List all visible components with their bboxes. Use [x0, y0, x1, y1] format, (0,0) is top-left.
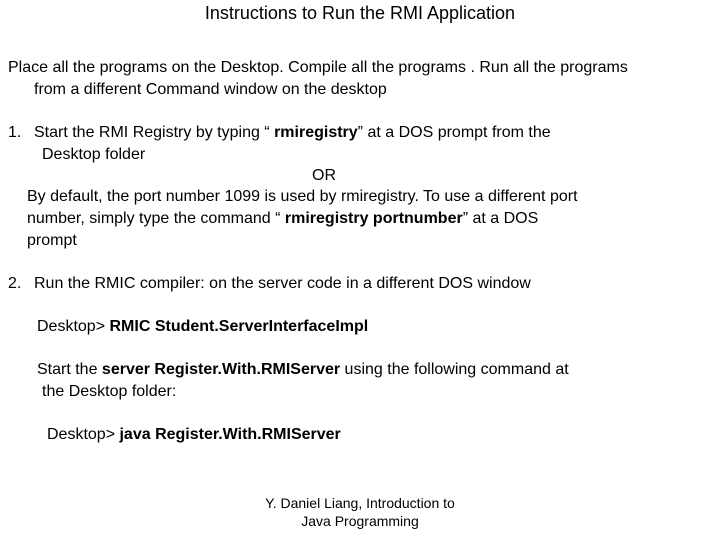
alt-line-2	[27, 209, 538, 229]
rmic-command-line	[37, 317, 368, 337]
start-server-name: server Register.With.RMIServer	[101, 361, 341, 378]
java-prompt: Desktop>	[47, 426, 120, 443]
step-1-number: 1.	[8, 124, 22, 141]
alt-line-3: prompt	[27, 232, 77, 249]
step-2-number: 2.	[8, 275, 22, 292]
java-command-line	[47, 425, 341, 445]
footer-line-1: Y. Daniel Liang, Introduction to	[265, 495, 455, 511]
step-1-text-pre: Start the RMI Registry by typing “	[34, 124, 275, 141]
footer-credit	[240, 494, 480, 530]
java-command: java Register.With.RMIServer	[119, 426, 341, 443]
step-2-line-1: Run the RMIC compiler: on the server code in a different DOS window	[34, 275, 531, 292]
alt-text-post: ” at a DOS	[462, 210, 539, 227]
intro-line-1: Place all the programs on the Desktop. Compile all the programs . Run all the programs	[8, 59, 628, 76]
start-server-pre: Start the	[37, 361, 102, 378]
rmic-prompt: Desktop>	[37, 318, 110, 335]
step-1-line-2: Desktop folder	[42, 146, 146, 163]
intro-line-2: from a different Command window on the desktop	[34, 81, 387, 98]
step-1-text-post: ” at a DOS prompt from the	[357, 124, 551, 141]
alt-line-1: By default, the port number 1099 is used by rmiregistry. To use a different port	[27, 188, 578, 205]
step-1-line-1	[34, 123, 551, 143]
or-separator: OR	[312, 167, 336, 184]
start-server-line-1	[37, 360, 569, 380]
rmic-command: RMIC Student.ServerInterfaceImpl	[109, 318, 369, 335]
alt-text-pre: number, simply type the command “	[27, 210, 285, 227]
alt-command: rmiregistry portnumber	[284, 210, 463, 227]
step-1-command: rmiregistry	[274, 124, 358, 141]
start-server-post: using the following command at	[340, 361, 569, 378]
footer-line-2: Java Programming	[301, 513, 419, 529]
page-title: Instructions to Run the RMI Application	[204, 3, 516, 23]
start-server-line-2: the Desktop folder:	[42, 383, 177, 400]
